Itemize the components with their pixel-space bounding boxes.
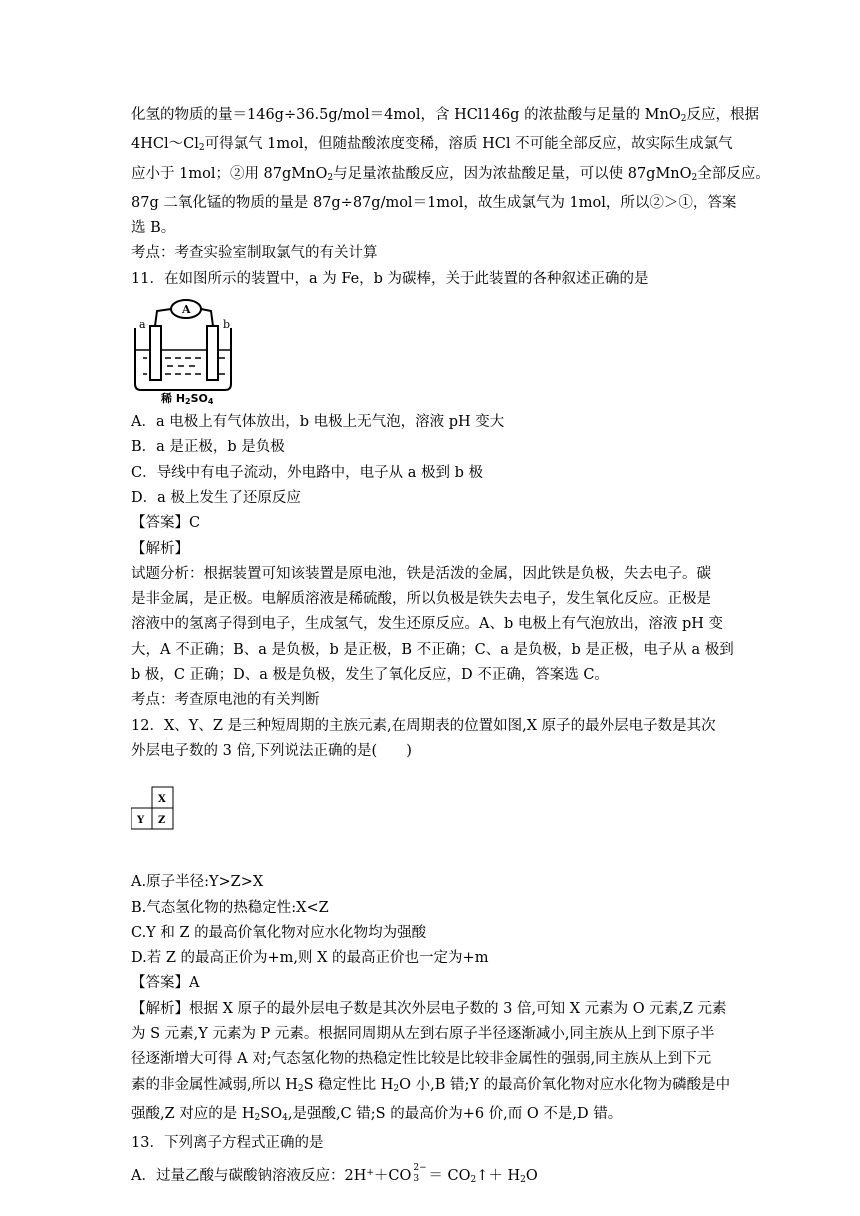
option-b: B.气态氢化物的热稳定性:X<Z	[131, 899, 329, 916]
question-12-stem: 12．X、Y、Z 是三种短周期的主族元素,在周期表的位置如图,X 原子的最外层电子数是其次	[131, 717, 716, 734]
solution-caption: 稀 H2SO4	[161, 392, 214, 405]
electrode-a	[150, 326, 161, 380]
option-a: A．a 电极上有气体放出，b 电极上无气泡，溶液 pH 变大	[131, 414, 505, 431]
electrode-a-label: a	[139, 318, 146, 332]
analysis-line: 大，A 不正确；B、a 是负极，b 是正极，B 不正确；C、a 是负极，b 是正极，电子从 a 极到	[131, 641, 734, 658]
electrode-b-label: b	[223, 318, 231, 332]
question-13-stem: 13．下列离子方程式正确的是	[131, 1135, 324, 1152]
text-line: 化氢的物质的量＝146g÷36.5g/mol＝4mol，含 HCl146g 的浓盐酸与足量的 MnO$_2$反应，根据	[131, 107, 759, 124]
analysis-heading: 【解析】	[131, 540, 189, 557]
galvanic-cell-diagram	[131, 298, 251, 404]
document-body	[131, 103, 770, 1193]
exam-point: 考点：考查原电池的有关判断	[131, 692, 320, 709]
option-a: A.原子半径:Y>Z>X	[131, 874, 264, 891]
analysis-line: 素的非金属性减弱,所以 $H_2S$ 稳定性比 $H_2O$ 小,B 错;Y 的最高价氧化物对应水化物为磷酸是中	[131, 1076, 731, 1094]
text-line: $4HCl\sim Cl_2$可得氯气 1mol，但随盐酸浓度变稀，溶质 HCl 不可能全部反应，故实际生成氯气	[131, 136, 733, 154]
ammeter-label: A	[182, 303, 191, 317]
analysis-line: b 极，C 正确；D、a 极是负极，发生了氧化反应，D 不正确，答案选 C。	[131, 667, 609, 684]
answer: 【答案】A	[131, 975, 200, 992]
cell-z-label: Z	[158, 815, 166, 827]
analysis-line: 试题分析：根据装置可知该装置是原电池，铁是活泼的金属，因此铁是负极，失去电子。碳	[131, 565, 711, 582]
periodic-table-figure	[131, 764, 731, 868]
analysis-line: 径逐渐增大可得 A 对;气态氢化物的热稳定性比较是比较非金属性的强弱,同主族从上到下元	[131, 1051, 712, 1068]
option-c: C.Y 和 Z 的最高价氧化物对应水化物均为强酸	[131, 924, 427, 941]
question-11-stem: 11．在如图所示的装置中，a 为 Fe，b 为碳棒，关于此装置的各种叙述正确的是	[131, 270, 649, 287]
analysis-line: 为 S 元素,Y 元素为 P 元素。根据同周期从左到右原子半径逐渐减小,同主族从上到下原子半	[131, 1026, 715, 1043]
galvanic-cell-figure	[131, 298, 731, 404]
carbonate-ion-charge: 2− 3	[413, 1162, 427, 1184]
analysis-line: 【解析】根据 X 原子的最外层电子数是其次外层电子数的 3 倍,可知 X 元素为 O 元素,Z 元素	[131, 1000, 727, 1017]
periodic-table-grid	[131, 764, 191, 868]
wire-left	[155, 309, 171, 326]
option-d: D.若 Z 的最高正价为+m,则 X 的最高正价也一定为+m	[131, 950, 489, 967]
option-b: B．a 是正极，b 是负极	[131, 439, 285, 456]
electrode-b	[207, 326, 218, 380]
answer: 【答案】C	[131, 515, 201, 532]
analysis-line: 溶液中的氢离子得到电子，生成氢气，发生还原反应。A、b 电极上有气泡放出，溶液 pH 变	[131, 616, 724, 633]
option-d: D．a 极上发生了还原反应	[131, 489, 301, 506]
exam-point: 考点：考查实验室制取氯气的有关计算	[131, 245, 378, 262]
wire-right	[201, 309, 213, 326]
text-line: 选 B。	[131, 220, 176, 237]
text-line: 应小于 1mol；②用 87gMnO$_2$与足量浓盐酸反应，因为浓盐酸足量，可以使 87gMnO$_2$全部反应。	[131, 165, 770, 183]
cell-y-label: Y	[137, 815, 145, 827]
cell-x-label: X	[158, 794, 166, 806]
option-a: A．过量乙酸与碳酸钠溶液反应：2H+＋CO 2− 3 ＝ $CO_2↑+ H_2O$	[131, 1162, 538, 1185]
text-line: 87g 二氧化锰的物质的量是 87g÷87g/mol＝1mol，故生成氯气为 1mol，所以②＞①，答案	[131, 194, 737, 211]
analysis-line: 是非金属，是正极。电解质溶液是稀硫酸，所以负极是铁失去电子，发生氧化反应。正极是	[131, 591, 711, 608]
question-12-stem: 外层电子数的 3 倍,下列说法正确的是( )	[131, 742, 412, 759]
analysis-line: 强酸,Z 对应的是 $H_2SO_4$,是强酸,C 错;S 的最高价为+6 价,而 O 不是,D 错。	[131, 1105, 623, 1123]
option-c: C．导线中有电子流动，外电路中，电子从 a 极到 b 极	[131, 464, 483, 481]
